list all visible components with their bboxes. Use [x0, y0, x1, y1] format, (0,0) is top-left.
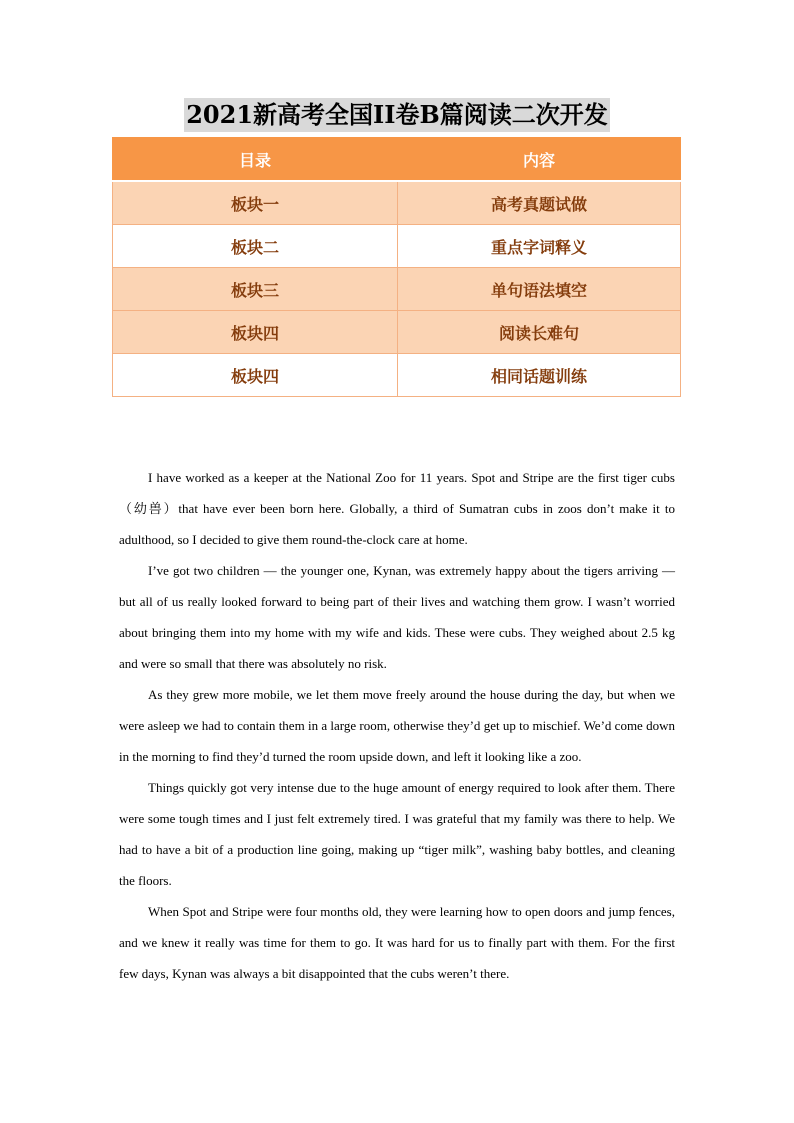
paragraph: As they grew more mobile, we let them move freely around the house during the day, but when we were asleep we had to contain them in a large room, otherwise they’d get up to mischief. We’d come down in the morning to find they’d turned the room upside down, and left it looking like a zoo. [119, 687, 675, 764]
paragraph: I have worked as a keeper at the National Zoo for 11 years. Spot and Stripe are the first tiger cubs（幼兽）that have ever been born here. Globally, a third of Sumatran cubs in zoos don’t make it to adulthood, so I decided to give them round-the-clock care at home. [119, 470, 675, 547]
toc-section: 板块二 [113, 225, 398, 268]
table-row [113, 268, 681, 311]
toc-content: 单句语法填空 [398, 268, 681, 311]
table-row [113, 181, 681, 225]
table-row [113, 354, 681, 397]
toc-header-section: 目录 [113, 138, 398, 182]
title-wrap [0, 98, 794, 132]
toc-section: 板块三 [113, 268, 398, 311]
toc-section: 板块四 [113, 354, 398, 397]
document-title: 2021新高考全国II卷B篇阅读二次开发 [184, 98, 610, 132]
toc-header-row [113, 138, 681, 182]
toc-content: 高考真题试做 [398, 181, 681, 225]
article-body [119, 462, 675, 989]
toc-content: 重点字词释义 [398, 225, 681, 268]
table-row [113, 225, 681, 268]
paragraph: When Spot and Stripe were four months old, they were learning how to open doors and jump fences, and we knew it really was time for them to go. It was hard for us to finally part with them. For the first few days, Kynan was always a bit disappointed that the cubs weren’t there. [119, 904, 675, 981]
toc-section: 板块一 [113, 181, 398, 225]
paragraph: Things quickly got very intense due to the huge amount of energy required to look after them. There were some tough times and I just felt extremely tired. I was grateful that my family was there to help. We had to have a bit of a production line going, making up “tiger milk”, washing baby bottles, and cleaning the floors. [119, 780, 675, 888]
table-row [113, 311, 681, 354]
toc-content: 相同话题训练 [398, 354, 681, 397]
toc-section: 板块四 [113, 311, 398, 354]
toc-table [112, 137, 681, 397]
toc-header-content: 内容 [398, 138, 681, 182]
paragraph: I’ve got two children — the younger one, Kynan, was extremely happy about the tigers arriving — but all of us really looked forward to being part of their lives and watching them grow. I wasn’t worried about bringing them into my home with my wife and kids. These were cubs. They weighed about 2.5 kg and were so small that there was absolutely no risk. [119, 563, 675, 671]
toc-content: 阅读长难句 [398, 311, 681, 354]
